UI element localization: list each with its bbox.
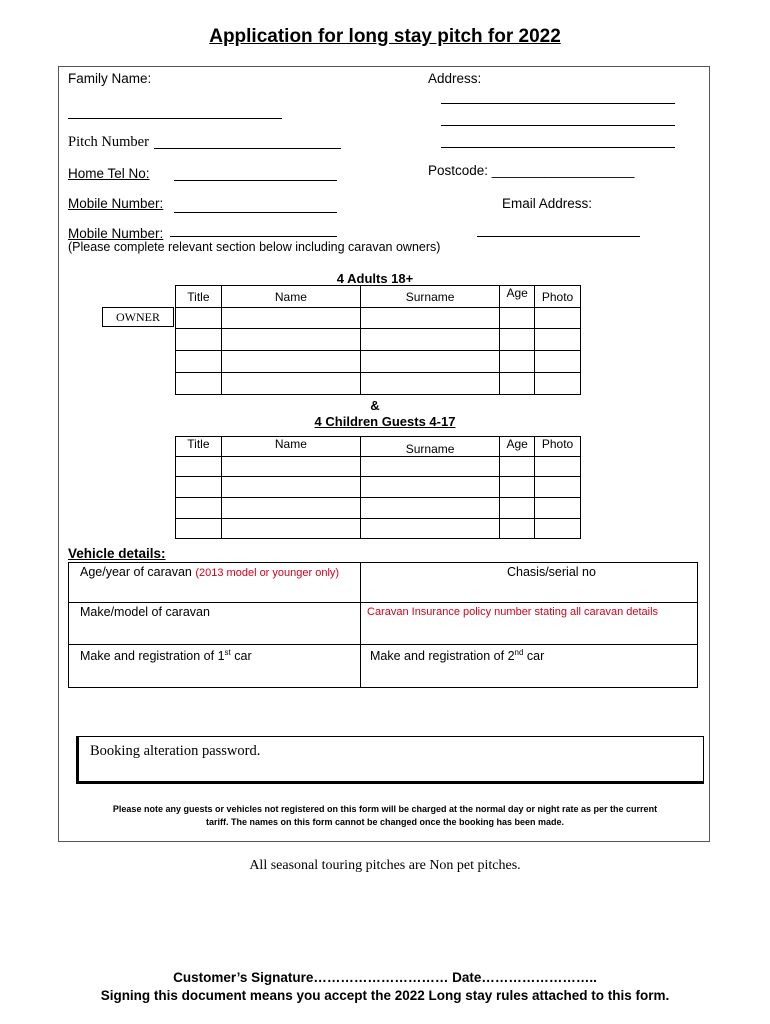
table-cell[interactable]: [176, 477, 222, 498]
page-title: Application for long stay pitch for 2022: [209, 26, 561, 47]
children-heading: 4 Children Guests 4-17: [314, 414, 456, 429]
caravan-age-text: Age/year of caravan: [80, 565, 192, 579]
table-cell[interactable]: [535, 519, 581, 539]
table-cell[interactable]: [360, 498, 499, 519]
table-cell[interactable]: [500, 457, 535, 477]
address-label: Address:: [428, 71, 482, 86]
family-name-label: Family Name:: [68, 71, 152, 86]
table-cell[interactable]: [500, 351, 535, 373]
table-row: [176, 351, 581, 373]
vehicle-box: [68, 562, 698, 688]
car-2-text: Make and registration of 2: [370, 649, 515, 664]
ampersand: &: [370, 398, 380, 413]
vehicle-divider: [68, 602, 360, 603]
table-cell[interactable]: [500, 498, 535, 519]
children-col-surname: Surname: [360, 437, 499, 457]
table-cell[interactable]: [360, 477, 499, 498]
table-row: [176, 329, 581, 351]
car-1-label[interactable]: [80, 648, 252, 663]
table-cell[interactable]: [221, 477, 360, 498]
table-cell[interactable]: [176, 329, 222, 351]
notice-line-1: Please note any guests or vehicles not registered on this form will be charged at the normal day or night rate as per the current: [112, 804, 658, 814]
table-cell[interactable]: [535, 308, 581, 329]
mobile-number-field[interactable]: [174, 212, 337, 213]
pitch-number-field[interactable]: [154, 148, 341, 149]
table-cell[interactable]: [176, 457, 222, 477]
mobile-number-label: Mobile Number:: [68, 196, 164, 211]
notice-text: [60, 803, 710, 829]
instructions-text: (Please complete relevant section below including caravan owners): [68, 240, 441, 254]
adults-table: [175, 285, 581, 395]
table-row: [176, 477, 581, 498]
address-line-2[interactable]: [441, 125, 675, 126]
make-model-label[interactable]: Make/model of caravan: [80, 605, 210, 619]
table-cell[interactable]: [535, 477, 581, 498]
home-tel-field[interactable]: [174, 180, 337, 181]
children-col-title: Title: [176, 437, 222, 457]
table-cell[interactable]: [500, 519, 535, 539]
table-cell[interactable]: [500, 373, 535, 395]
table-cell[interactable]: [535, 329, 581, 351]
table-cell[interactable]: [535, 373, 581, 395]
table-cell[interactable]: [176, 351, 222, 373]
table-cell[interactable]: [176, 498, 222, 519]
car-2-suffix: car: [523, 649, 545, 664]
table-cell[interactable]: [221, 351, 360, 373]
table-cell[interactable]: [360, 329, 499, 351]
address-line-1[interactable]: [441, 103, 675, 104]
table-cell[interactable]: [221, 308, 360, 329]
adults-col-surname: Surname: [360, 286, 499, 308]
pitch-number-label: Pitch Number: [68, 134, 149, 150]
table-row: [176, 519, 581, 539]
address-line-3[interactable]: [441, 147, 675, 148]
table-cell[interactable]: [360, 457, 499, 477]
adults-col-age: Age: [500, 286, 535, 308]
car-1-sup: st: [224, 648, 231, 657]
vehicle-divider: [360, 562, 361, 602]
mobile-number-field-2[interactable]: [170, 236, 337, 237]
table-cell[interactable]: [176, 373, 222, 395]
children-col-name: Name: [221, 437, 360, 457]
vehicle-divider: [68, 644, 698, 645]
table-cell[interactable]: [221, 373, 360, 395]
table-row: [176, 373, 581, 395]
table-cell[interactable]: [360, 351, 499, 373]
car-1-text: Make and registration of 1: [80, 649, 225, 664]
insurance-label[interactable]: Caravan Insurance policy number stating all caravan details: [367, 606, 659, 618]
owner-label: OWNER: [102, 307, 174, 327]
table-cell[interactable]: [500, 329, 535, 351]
children-table: [175, 436, 581, 539]
mobile-number-label-2: Mobile Number:: [68, 226, 164, 241]
adults-heading: 4 Adults 18+: [336, 271, 414, 286]
accept-note: Signing this document means you accept the 2022 Long stay rules attached to this form.: [100, 988, 670, 1003]
table-row: [176, 498, 581, 519]
vehicle-divider: [360, 644, 361, 688]
vehicle-heading: Vehicle details:: [68, 546, 166, 561]
password-label: Booking alteration password.: [90, 743, 261, 759]
postcode-label[interactable]: Postcode: ___________________: [428, 163, 635, 178]
table-cell[interactable]: [221, 329, 360, 351]
pets-note: All seasonal touring pitches are Non pet pitches.: [249, 858, 521, 873]
children-col-photo: Photo: [535, 437, 581, 457]
table-cell[interactable]: [221, 519, 360, 539]
signature-line[interactable]: Customer’s Signature………………………… Date……………………..: [173, 970, 597, 985]
caravan-age-label[interactable]: [80, 565, 339, 579]
table-row: [176, 308, 581, 329]
table-row: [176, 457, 581, 477]
table-cell[interactable]: [176, 308, 222, 329]
notice-line-2: tariff. The names on this form cannot be changed once the booking has been made.: [205, 817, 565, 827]
table-cell[interactable]: [535, 351, 581, 373]
table-cell[interactable]: [360, 373, 499, 395]
table-cell[interactable]: [500, 308, 535, 329]
family-name-field[interactable]: [68, 118, 282, 119]
table-cell[interactable]: [500, 477, 535, 498]
adults-col-photo: Photo: [535, 286, 581, 308]
children-col-age: Age: [500, 437, 535, 457]
table-cell[interactable]: [221, 498, 360, 519]
caravan-age-note: (2013 model or younger only): [195, 567, 340, 579]
car-1-suffix: car: [230, 649, 252, 664]
table-cell[interactable]: [360, 519, 499, 539]
chasis-label[interactable]: Chasis/serial no: [507, 565, 596, 579]
adults-col-name: Name: [221, 286, 360, 308]
vehicle-divider: [360, 602, 698, 603]
home-tel-label: Home Tel No:: [68, 166, 150, 181]
email-address-field[interactable]: [477, 236, 640, 237]
table-cell[interactable]: [535, 457, 581, 477]
car-2-label[interactable]: [370, 648, 544, 663]
car-2-sup: nd: [514, 648, 524, 657]
table-cell[interactable]: [535, 498, 581, 519]
table-cell[interactable]: [176, 519, 222, 539]
vehicle-divider: [360, 602, 361, 644]
table-cell[interactable]: [221, 457, 360, 477]
email-address-label: Email Address:: [502, 196, 593, 211]
adults-col-title: Title: [176, 286, 222, 308]
table-cell[interactable]: [360, 308, 499, 329]
